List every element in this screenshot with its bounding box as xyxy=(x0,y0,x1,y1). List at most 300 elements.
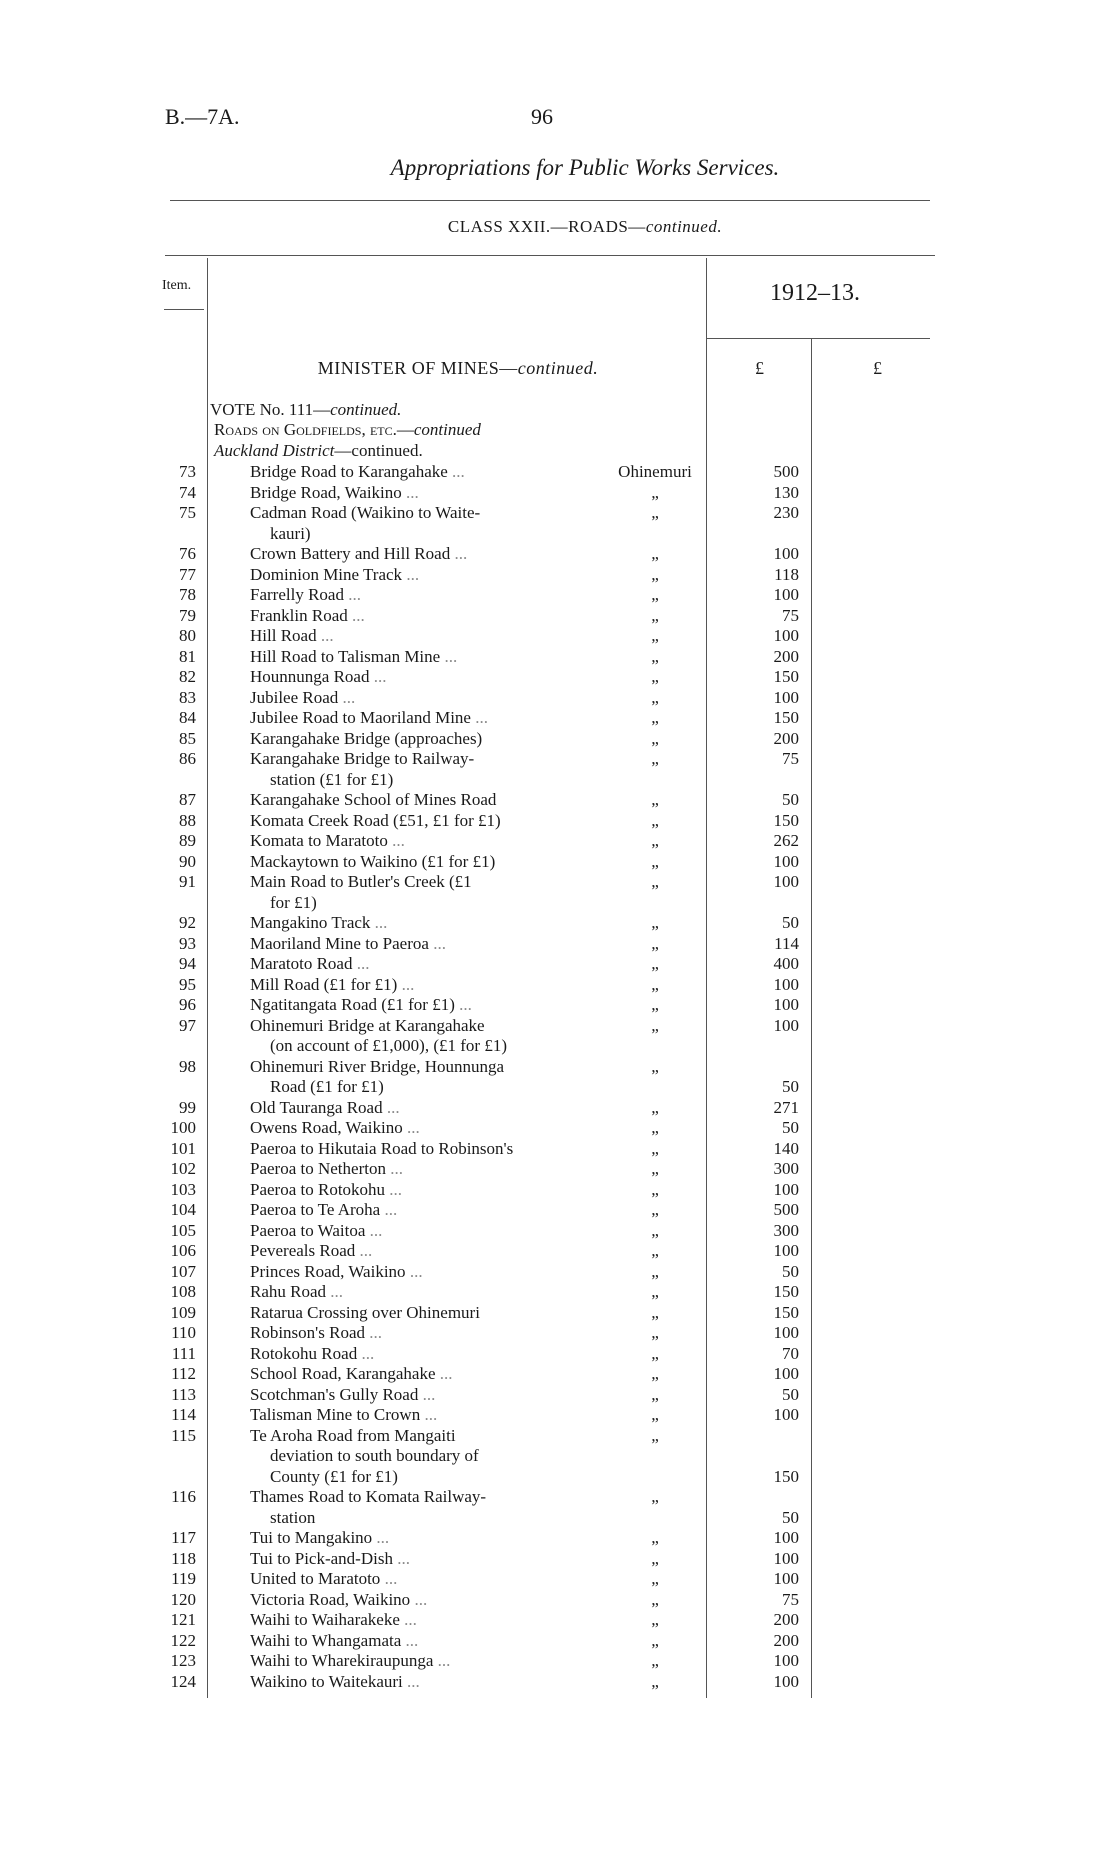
item-description xyxy=(250,626,560,647)
item-number: 114 xyxy=(171,1405,196,1424)
county-name: „ xyxy=(651,1405,659,1424)
minister-heading xyxy=(208,358,708,379)
leader-dots: ... xyxy=(369,667,387,686)
amount-value: 50 xyxy=(782,1077,799,1096)
county-name: „ xyxy=(651,1015,659,1035)
table-row xyxy=(0,790,1114,811)
item-number: 105 xyxy=(170,1220,196,1240)
item-description xyxy=(250,1262,560,1283)
amount-value: 50 xyxy=(782,913,799,932)
description-line: Bridge Road to Karangahake ... xyxy=(250,462,465,481)
description-line: Tui to Mangakino ... xyxy=(250,1528,390,1547)
item-number: 118 xyxy=(171,1548,196,1568)
county-name: „ xyxy=(651,1425,659,1445)
description-line: Tui to Pick-and-Dish ... xyxy=(250,1548,410,1568)
vote-heading-continued: continued. xyxy=(330,400,402,419)
county-name: „ xyxy=(651,1200,659,1219)
item-description xyxy=(250,606,560,627)
item-description xyxy=(250,1057,560,1098)
table-row xyxy=(0,1385,1114,1406)
item-description xyxy=(250,1180,560,1201)
table-row xyxy=(0,503,1114,544)
table-row xyxy=(0,1405,1114,1426)
table-row xyxy=(0,462,1114,483)
table-row xyxy=(0,1221,1114,1242)
item-description xyxy=(250,1405,560,1426)
amount-value: 100 xyxy=(773,1651,799,1670)
amount-value: 150 xyxy=(773,810,799,830)
description-line: Talisman Mine to Crown ... xyxy=(250,1405,438,1424)
county-name: „ xyxy=(651,687,659,707)
table-row xyxy=(0,1057,1114,1098)
county-name: „ xyxy=(651,1159,659,1178)
year-header-rule xyxy=(706,338,930,339)
item-description xyxy=(250,544,560,565)
table-row xyxy=(0,688,1114,709)
amount-value: 200 xyxy=(773,1610,799,1629)
leader-dots: ... xyxy=(399,1610,417,1629)
roads-heading-continued: continued xyxy=(413,420,481,439)
item-number: 96 xyxy=(179,995,196,1014)
description-line: Pevereals Road ... xyxy=(250,1241,373,1260)
description-line: Waikino to Waitekauri ... xyxy=(250,1671,420,1691)
description-line: Jubilee Road to Maoriland Mine ... xyxy=(250,708,488,727)
description-line: Hill Road to Talisman Mine ... xyxy=(250,646,458,666)
description-line: Ohinemuri Bridge at Karangahake xyxy=(250,1015,485,1035)
item-number: 117 xyxy=(171,1528,196,1547)
leader-dots: ... xyxy=(401,482,419,502)
vote-heading xyxy=(210,400,401,420)
county-name: „ xyxy=(651,790,659,809)
county-name: „ xyxy=(651,1528,659,1547)
amount-value: 150 xyxy=(773,667,799,686)
pound-column-1-header: £ xyxy=(755,358,764,378)
table-row xyxy=(0,913,1114,934)
leader-dots: ... xyxy=(365,1220,383,1240)
amount-value: 300 xyxy=(773,1159,799,1178)
description-line: County (£1 for £1) xyxy=(270,1466,398,1486)
item-number: 123 xyxy=(170,1651,196,1670)
leader-dots: ... xyxy=(418,1384,436,1404)
county-name: „ xyxy=(651,585,659,604)
item-description xyxy=(250,729,560,750)
county-name: „ xyxy=(651,544,659,563)
leader-dots: ... xyxy=(397,974,415,994)
amount-value: 100 xyxy=(773,1405,799,1424)
amount-value: 100 xyxy=(773,626,799,645)
county-name: „ xyxy=(651,1302,659,1322)
item-number: 113 xyxy=(171,1384,196,1404)
county-name: „ xyxy=(651,482,659,502)
county-name: „ xyxy=(651,1097,659,1117)
description-line: station (£1 for £1) xyxy=(270,769,394,789)
item-number: 115 xyxy=(171,1425,196,1445)
description-line: Victoria Road, Waikino ... xyxy=(250,1589,428,1609)
item-description xyxy=(250,790,560,811)
item-number: 82 xyxy=(179,667,196,686)
county-name: „ xyxy=(651,1630,659,1650)
amount-value: 114 xyxy=(774,933,799,953)
item-number: 92 xyxy=(179,913,196,932)
district-heading xyxy=(214,441,423,461)
item-description xyxy=(250,1241,560,1262)
leader-dots: ... xyxy=(435,1364,453,1383)
description-line: Cadman Road (Waikino to Waite- xyxy=(250,503,481,522)
item-description xyxy=(250,1200,560,1221)
county-name: „ xyxy=(651,1548,659,1568)
leader-dots: ... xyxy=(433,1651,451,1670)
description-line: Farrelly Road ... xyxy=(250,585,361,604)
item-description xyxy=(250,585,560,606)
item-number: 80 xyxy=(179,626,196,645)
description-line: Owens Road, Waikino ... xyxy=(250,1118,420,1137)
leader-dots: ... xyxy=(357,1343,375,1363)
amount-value: 118 xyxy=(774,564,799,584)
item-description xyxy=(250,565,560,586)
description-line: Ngatitangata Road (£1 for £1) ... xyxy=(250,995,472,1014)
item-number: 122 xyxy=(170,1630,196,1650)
amount-value: 100 xyxy=(773,585,799,604)
roads-heading-main: Roads on Goldfields, etc.— xyxy=(214,420,414,439)
description-line: Ratarua Crossing over Ohinemuri xyxy=(250,1302,480,1322)
table-row xyxy=(0,626,1114,647)
item-description xyxy=(250,462,560,483)
table-row xyxy=(0,1303,1114,1324)
amount-value: 262 xyxy=(773,831,799,850)
county-name: „ xyxy=(651,1343,659,1363)
table-row xyxy=(0,585,1114,606)
item-number: 83 xyxy=(179,687,196,707)
item-description xyxy=(250,1344,560,1365)
table-row xyxy=(0,1344,1114,1365)
item-description xyxy=(250,1631,560,1652)
item-number: 78 xyxy=(179,585,196,604)
amount-value: 100 xyxy=(773,974,799,994)
table-row xyxy=(0,1016,1114,1057)
description-line: Hounnunga Road ... xyxy=(250,667,387,686)
item-number: 94 xyxy=(179,954,196,973)
amount-value: 150 xyxy=(773,708,799,727)
county-name: „ xyxy=(651,1118,659,1137)
description-line: Main Road to Butler's Creek (£1 xyxy=(250,872,472,891)
title-rule xyxy=(170,200,930,201)
description-line: School Road, Karangahake ... xyxy=(250,1364,453,1383)
district-heading-continued: —continued. xyxy=(334,441,423,460)
item-description xyxy=(250,1549,560,1570)
class-heading xyxy=(240,217,930,237)
item-description xyxy=(250,1590,560,1611)
amount-value: 100 xyxy=(773,1015,799,1035)
item-description xyxy=(250,1364,560,1385)
item-number: 116 xyxy=(171,1487,196,1506)
amount-value: 50 xyxy=(782,790,799,809)
amount-value: 100 xyxy=(773,1323,799,1342)
leader-dots: ... xyxy=(385,1159,403,1178)
item-number: 120 xyxy=(170,1589,196,1609)
item-description xyxy=(250,1426,560,1488)
county-name: „ xyxy=(651,1241,659,1260)
county-name: „ xyxy=(651,1179,659,1199)
county-name: „ xyxy=(651,1056,659,1076)
item-description xyxy=(250,708,560,729)
table-row xyxy=(0,934,1114,955)
description-line: Bridge Road, Waikino ... xyxy=(250,482,419,502)
county-name: „ xyxy=(651,851,659,871)
description-line: kauri) xyxy=(270,523,311,543)
year-column-header: 1912–13. xyxy=(770,280,860,306)
document-reference: B.—7A. xyxy=(165,104,240,129)
item-description xyxy=(250,1118,560,1139)
table-row xyxy=(0,1241,1114,1262)
leader-dots: ... xyxy=(401,1630,419,1650)
item-number: 108 xyxy=(170,1282,196,1301)
county-name: „ xyxy=(651,503,659,522)
table-row xyxy=(0,954,1114,975)
item-description xyxy=(250,811,560,832)
county-name: „ xyxy=(651,1569,659,1588)
amount-value: 400 xyxy=(773,954,799,973)
county-name: „ xyxy=(651,1138,659,1158)
description-line: Mangakino Track ... xyxy=(250,913,388,932)
leader-dots: ... xyxy=(355,1241,373,1260)
amount-value: 500 xyxy=(773,1200,799,1219)
vote-heading-main: VOTE No. 111— xyxy=(210,400,331,419)
county-name: „ xyxy=(651,1589,659,1609)
description-line: Komata Creek Road (£51, £1 for £1) xyxy=(250,810,501,830)
table-row xyxy=(0,565,1114,586)
county-name: „ xyxy=(651,564,659,584)
item-description xyxy=(250,1282,560,1303)
table-row xyxy=(0,606,1114,627)
item-description xyxy=(250,1487,560,1528)
description-line: Karangahake Bridge to Railway- xyxy=(250,749,475,768)
amount-value: 50 xyxy=(782,1118,799,1137)
description-line: Karangahake School of Mines Road xyxy=(250,790,497,809)
leader-dots: ... xyxy=(440,646,458,666)
item-number: 93 xyxy=(179,933,196,953)
table-row xyxy=(0,1487,1114,1528)
item-description xyxy=(250,995,560,1016)
item-number: 79 xyxy=(179,605,196,625)
amount-value: 100 xyxy=(773,1528,799,1547)
item-number: 81 xyxy=(179,646,196,666)
amount-value: 100 xyxy=(773,1179,799,1199)
county-name: „ xyxy=(651,995,659,1014)
item-number: 101 xyxy=(170,1138,196,1158)
item-number: 91 xyxy=(179,872,196,891)
item-description xyxy=(250,831,560,852)
county-name: „ xyxy=(651,1651,659,1670)
item-description xyxy=(250,483,560,504)
description-line: Ohinemuri River Bridge, Hounnunga xyxy=(250,1056,505,1076)
table-row xyxy=(0,729,1114,750)
description-line: Old Tauranga Road ... xyxy=(250,1097,400,1117)
item-description xyxy=(250,1672,560,1693)
county-name: Ohinemuri xyxy=(618,462,692,481)
county-name: „ xyxy=(651,954,659,973)
leader-dots: ... xyxy=(352,954,370,973)
item-number: 73 xyxy=(179,462,196,481)
item-description xyxy=(250,1159,560,1180)
table-row xyxy=(0,1323,1114,1344)
item-number: 100 xyxy=(170,1118,196,1137)
amount-value: 200 xyxy=(773,1630,799,1650)
table-row xyxy=(0,749,1114,790)
item-description xyxy=(250,1303,560,1324)
leader-dots: ... xyxy=(347,605,365,625)
leader-dots: ... xyxy=(447,462,465,481)
item-description xyxy=(250,1569,560,1590)
table-row xyxy=(0,831,1114,852)
description-line: Waihi to Waiharakeke ... xyxy=(250,1610,417,1629)
description-line: Maoriland Mine to Paeroa ... xyxy=(250,933,446,953)
item-number: 97 xyxy=(179,1015,196,1035)
description-line: Road (£1 for £1) xyxy=(270,1077,384,1096)
table-row xyxy=(0,975,1114,996)
county-name: „ xyxy=(651,913,659,932)
leader-dots: ... xyxy=(410,1589,428,1609)
table-row xyxy=(0,708,1114,729)
county-name: „ xyxy=(651,1323,659,1342)
county-name: „ xyxy=(651,831,659,850)
table-row xyxy=(0,1139,1114,1160)
county-name: „ xyxy=(651,646,659,666)
leader-dots: ... xyxy=(402,1671,420,1691)
item-number: 112 xyxy=(171,1364,196,1383)
table-row xyxy=(0,1118,1114,1139)
amount-value: 70 xyxy=(782,1343,799,1363)
table-row xyxy=(0,1159,1114,1180)
item-description xyxy=(250,954,560,975)
amount-value: 100 xyxy=(773,1569,799,1588)
leader-dots: ... xyxy=(343,585,361,604)
item-number: 109 xyxy=(170,1302,196,1322)
description-line: (on account of £1,000), (£1 for £1) xyxy=(270,1036,507,1055)
table-row xyxy=(0,1098,1114,1119)
item-description xyxy=(250,667,560,688)
table-row xyxy=(0,1610,1114,1631)
item-number: 88 xyxy=(179,810,196,830)
item-column-header: Item. xyxy=(162,278,192,293)
item-description xyxy=(250,1016,560,1057)
item-description xyxy=(250,913,560,934)
leader-dots: ... xyxy=(405,1261,423,1281)
item-number: 124 xyxy=(170,1671,196,1691)
item-description xyxy=(250,872,560,913)
table-row xyxy=(0,1651,1114,1672)
description-line: Crown Battery and Hill Road ... xyxy=(250,544,468,563)
description-line: Thames Road to Komata Railway- xyxy=(250,1487,487,1506)
amount-value: 75 xyxy=(782,1589,799,1609)
amount-value: 100 xyxy=(773,1364,799,1383)
item-description xyxy=(250,934,560,955)
item-description xyxy=(250,503,560,544)
county-name: „ xyxy=(651,667,659,686)
description-line: Paeroa to Rotokohu ... xyxy=(250,1179,403,1199)
table-row xyxy=(0,1282,1114,1303)
amount-value: 130 xyxy=(773,482,799,502)
leader-dots: ... xyxy=(387,831,405,850)
description-line: Rahu Road ... xyxy=(250,1282,344,1301)
leader-dots: ... xyxy=(420,1405,438,1424)
table-row xyxy=(0,872,1114,913)
table-row xyxy=(0,1590,1114,1611)
amount-value: 140 xyxy=(773,1138,799,1158)
item-number: 87 xyxy=(179,790,196,809)
county-name: „ xyxy=(651,1364,659,1383)
county-name: „ xyxy=(651,1384,659,1404)
table-row xyxy=(0,1672,1114,1693)
amount-value: 100 xyxy=(773,1241,799,1260)
amount-value: 75 xyxy=(782,605,799,625)
leader-dots: ... xyxy=(372,1528,390,1547)
amount-value: 100 xyxy=(773,1671,799,1691)
description-line: Paeroa to Netherton ... xyxy=(250,1159,403,1178)
item-number: 85 xyxy=(179,728,196,748)
description-line: Mill Road (£1 for £1) ... xyxy=(250,974,415,994)
item-number: 104 xyxy=(170,1200,196,1219)
item-number: 86 xyxy=(179,749,196,768)
item-number: 121 xyxy=(170,1610,196,1629)
description-line: Paeroa to Te Aroha ... xyxy=(250,1200,398,1219)
district-heading-main: Auckland District xyxy=(214,441,335,460)
leader-dots: ... xyxy=(316,626,334,645)
leader-dots: ... xyxy=(326,1282,344,1301)
amount-value: 100 xyxy=(773,851,799,871)
amount-value: 50 xyxy=(782,1384,799,1404)
description-line: Franklin Road ... xyxy=(250,605,365,625)
county-name: „ xyxy=(651,1610,659,1629)
county-name: „ xyxy=(651,974,659,994)
page-title: Appropriations for Public Works Services. xyxy=(390,155,780,180)
description-line: Mackaytown to Waikino (£1 for £1) xyxy=(250,851,496,871)
item-number: 84 xyxy=(179,708,196,727)
item-number: 103 xyxy=(170,1179,196,1199)
county-name: „ xyxy=(651,728,659,748)
item-number: 107 xyxy=(170,1261,196,1281)
description-line: Waihi to Wharekiraupunga ... xyxy=(250,1651,451,1670)
leader-dots: ... xyxy=(338,687,356,707)
item-number: 111 xyxy=(171,1343,196,1363)
county-name: „ xyxy=(651,933,659,953)
amount-value: 500 xyxy=(773,462,799,481)
leader-dots: ... xyxy=(382,1097,400,1117)
items-table xyxy=(0,462,1114,1692)
description-line: Karangahake Bridge (approaches) xyxy=(250,728,483,748)
county-name: „ xyxy=(651,1487,659,1506)
county-name: „ xyxy=(651,1220,659,1240)
item-number: 98 xyxy=(179,1056,196,1076)
county-name: „ xyxy=(651,749,659,768)
leader-dots: ... xyxy=(385,1179,403,1199)
table-row xyxy=(0,1426,1114,1488)
description-line: Jubilee Road ... xyxy=(250,687,356,707)
amount-value: 100 xyxy=(773,995,799,1014)
item-number: 102 xyxy=(170,1159,196,1178)
county-name: „ xyxy=(651,626,659,645)
county-name: „ xyxy=(651,872,659,891)
leader-dots: ... xyxy=(380,1200,398,1219)
item-description xyxy=(250,1528,560,1549)
item-description xyxy=(250,1323,560,1344)
amount-value: 100 xyxy=(773,1548,799,1568)
county-name: „ xyxy=(651,605,659,625)
leader-dots: ... xyxy=(365,1323,382,1342)
table-top-rule xyxy=(165,255,935,256)
table-row xyxy=(0,811,1114,832)
county-name: „ xyxy=(651,1261,659,1281)
item-description xyxy=(250,749,560,790)
